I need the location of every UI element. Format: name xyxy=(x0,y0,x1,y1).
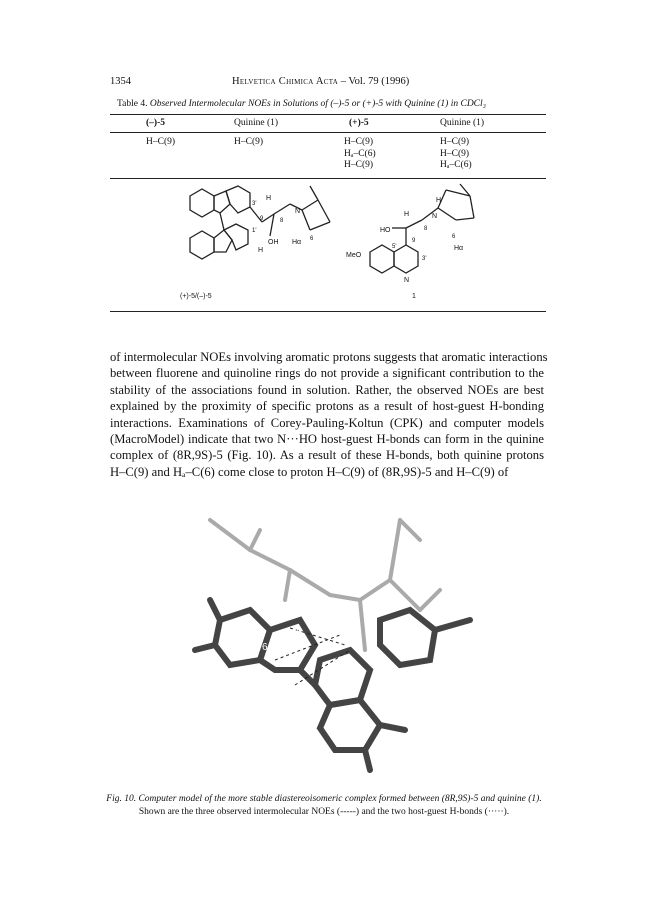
table-header-1: (–)-5 xyxy=(146,118,165,128)
right-atom-6: 6 xyxy=(452,234,456,240)
table-header-4: Quinine (1) xyxy=(440,118,485,128)
model-label-9a: 9 xyxy=(293,624,299,635)
figure-caption-line-2: Shown are the three observed intermolecular NOEs (-----) and the two host-guest H-bonds (·····). xyxy=(138,807,510,817)
figure-caption xyxy=(0,793,648,819)
right-compound-name: 1 xyxy=(412,293,416,300)
right-atom-meo: MeO xyxy=(346,252,362,259)
table-header-rule xyxy=(110,132,546,133)
right-atom-h2: H xyxy=(436,197,442,204)
model-label-9b: 9 xyxy=(286,687,292,698)
dark-molecule xyxy=(195,600,470,770)
table-mid-rule xyxy=(110,178,546,179)
left-atom-6: 6 xyxy=(310,236,314,242)
molecular-model-figure xyxy=(190,500,490,778)
structure-drawings xyxy=(170,182,500,302)
table-col-4: H–C(9) H–C(9) Hₐ–C(6) xyxy=(440,137,472,170)
table-col-1: H–C(9) xyxy=(146,137,176,147)
left-atom-h: H xyxy=(266,195,272,202)
table-caption-label: Table 4. xyxy=(117,99,150,109)
table-bottom-rule xyxy=(110,311,546,312)
left-atom-8: 8 xyxy=(280,218,284,224)
right-atom-3p: 3' xyxy=(422,256,427,262)
body-line: complex of (8R,9S)-5 (Fig. 10). As a result of these H-bonds, both quinine protons xyxy=(110,448,544,463)
left-atom-halpha: Hα xyxy=(292,239,302,246)
body-line: between fluorene and quinoline rings do not provide a significant contribution to the xyxy=(110,366,544,381)
table-header-2: Quinine (1) xyxy=(234,118,279,128)
left-atom-1p: 1' xyxy=(252,228,257,234)
right-atom-n2: N xyxy=(404,277,410,284)
table-caption-title: Observed Intermolecular NOEs in Solutions of (–)-5 or (+)-5 with Quinine (1) in CDCl₃ xyxy=(149,99,486,109)
right-atom-9: 9 xyxy=(412,238,416,244)
body-line: stability of the associations found in solution. Rather, the observed NOEs are best xyxy=(110,382,544,397)
left-atom-9: 9 xyxy=(260,216,264,222)
table-top-rule xyxy=(110,114,546,115)
journal-volume: – Vol. 79 (1996) xyxy=(338,76,410,87)
table-caption xyxy=(117,99,486,109)
body-line: of intermolecular NOEs involving aromatic protons suggests that aromatic interactions xyxy=(110,350,548,364)
right-atom-8: 8 xyxy=(424,226,428,232)
left-atom-n: N xyxy=(295,208,301,215)
right-atom-n: N xyxy=(432,213,438,220)
table-col-2: H–C(9) xyxy=(234,137,264,147)
right-atom-5p: 5' xyxy=(392,244,397,250)
journal-name: Helvetica Chimica Acta xyxy=(232,76,339,87)
model-label-6b: 6 xyxy=(342,632,348,643)
body-line: explained by the proximity of specific protons as a result of host-guest H-bonding xyxy=(110,399,544,414)
left-compound-name: (+)-5/(–)-5 xyxy=(180,293,212,300)
right-atom-ho: HO xyxy=(380,227,391,234)
table-header-3: (+)-5 xyxy=(349,118,369,128)
figure-caption-line-1: Fig. 10. Computer model of the more stable diastereoisomeric complex formed between (8R,9S)-5 and quinine (1). xyxy=(106,794,542,804)
table-col-3: H–C(9) Hₐ–C(6) H–C(9) xyxy=(344,137,376,170)
body-line: (MacroModel) indicate that two N···HO host-guest H-bonds can form in the quinine xyxy=(110,431,544,446)
left-atom-oh: OH xyxy=(268,239,279,246)
body-paragraph xyxy=(110,349,548,480)
body-line: interactions. Examinations of Corey-Pauling-Koltun (CPK) and computer models xyxy=(110,415,544,430)
model-label-6a: 6 xyxy=(262,642,268,653)
left-atom-h2: H xyxy=(258,247,264,254)
page-number: 1354 xyxy=(110,76,131,87)
left-atom-3p: 3' xyxy=(252,201,257,207)
right-atom-halpha: Hα xyxy=(454,245,464,252)
right-atom-h: H xyxy=(404,211,410,218)
running-header xyxy=(232,76,409,87)
light-molecule xyxy=(210,520,440,650)
body-line: H–C(9) and Hₐ–C(6) come close to proton H–C(9) of (8R,9S)-5 and H–C(9) of xyxy=(110,464,509,479)
